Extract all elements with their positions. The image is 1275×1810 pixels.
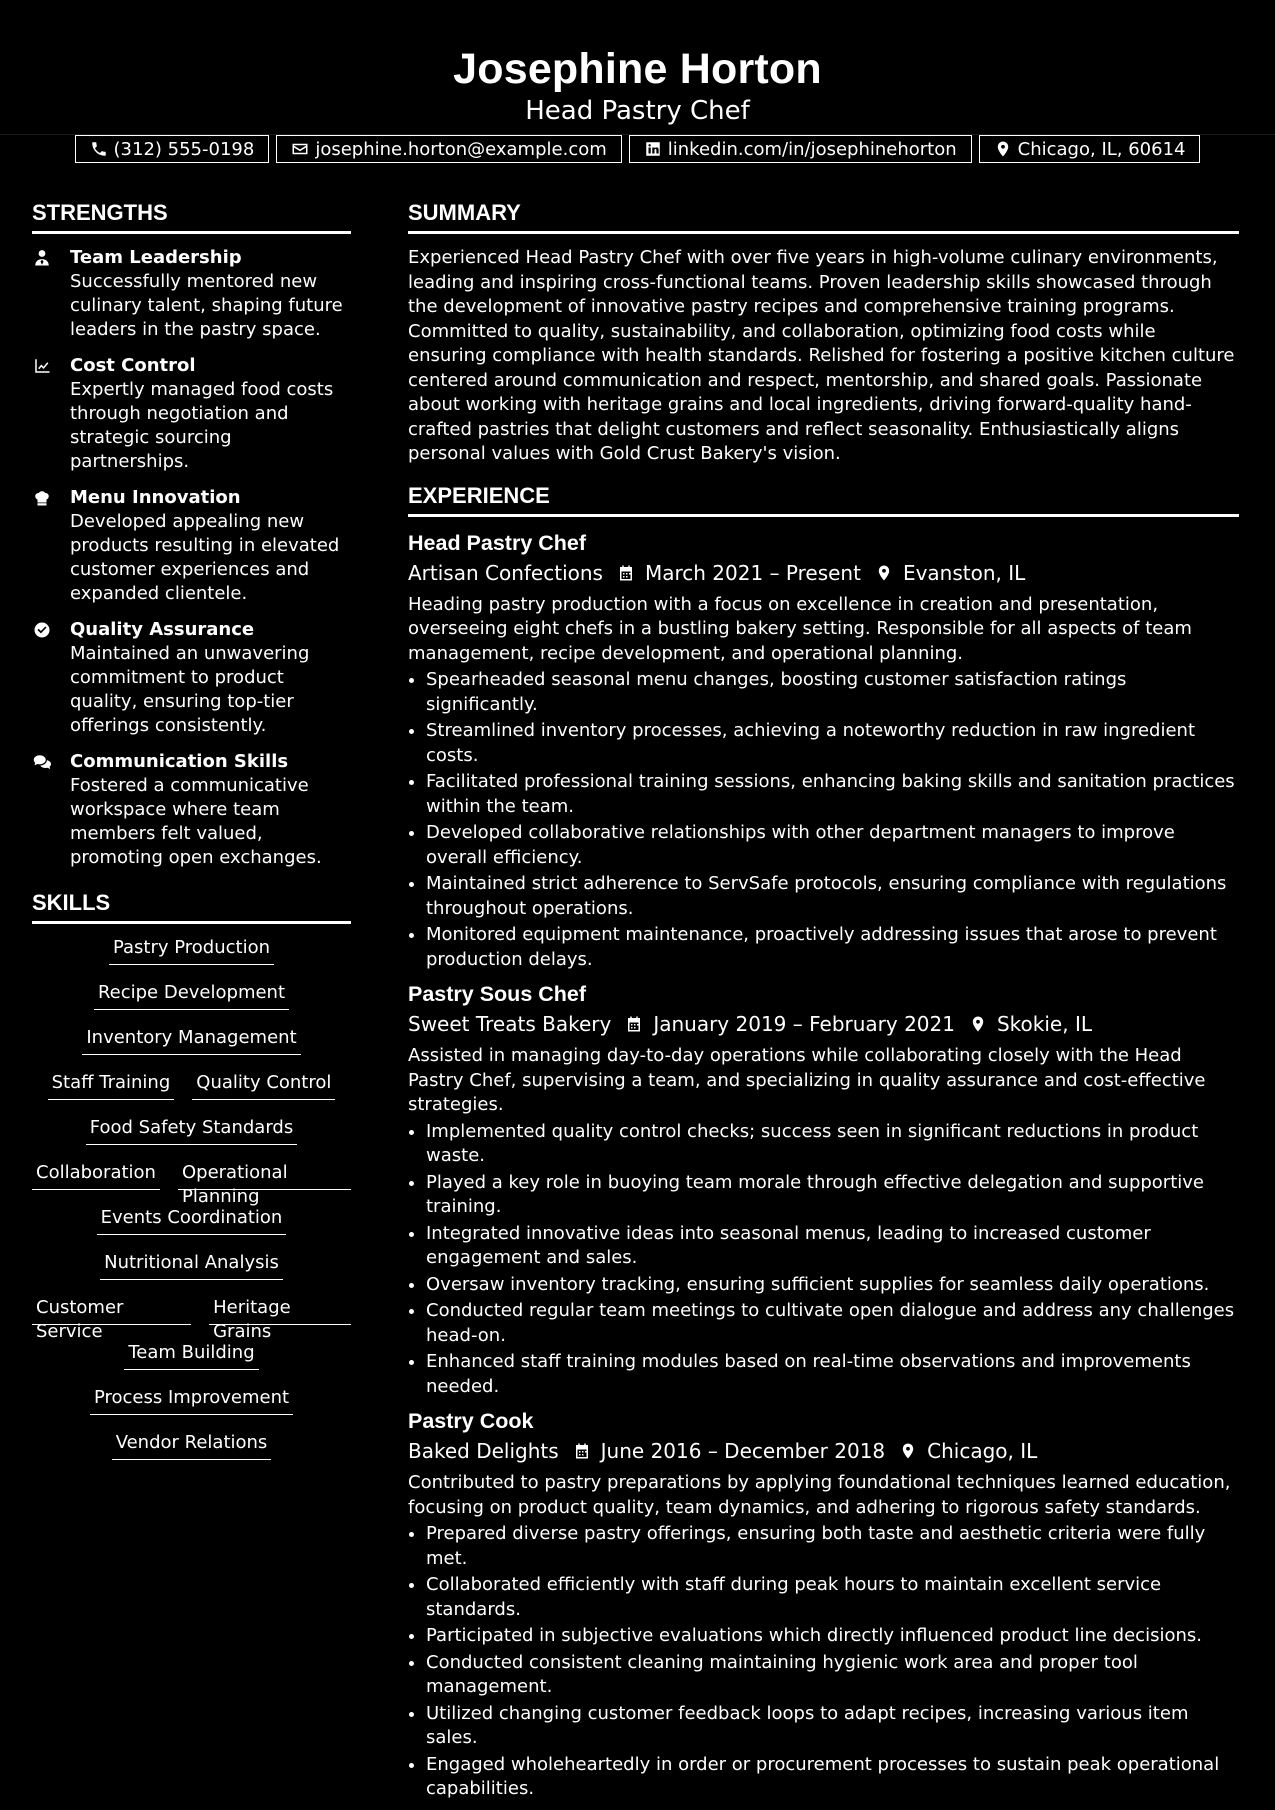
strength-desc: Fostered a communicative workspace where team members felt valued, promoting open exchanges.	[70, 775, 322, 868]
experience-entry	[408, 529, 1239, 973]
job-description: Heading pastry production with a focus on excellence in creation and presentation, overseeing eight chefs in a bustling bakery setting. Responsible for all aspects of team management, recipe development, and operational planning.	[408, 593, 1192, 664]
skill-tag: Heritage Grains	[209, 1296, 351, 1325]
strength-title: Menu Innovation	[70, 487, 241, 508]
calendar-icon	[573, 1441, 591, 1461]
skill-tag: Process Improvement	[90, 1386, 293, 1415]
skill-tag: Vendor Relations	[112, 1431, 272, 1460]
job-bullet: • Streamlined inventory processes, achieving a noteworthy reduction in raw ingredient costs.	[426, 719, 1239, 768]
job-meta	[408, 1437, 1239, 1465]
job-bullet: • Engaged wholeheartedly in order or procurement processes to sustain peak operational capabilities.	[426, 1753, 1239, 1802]
chef-hat-icon	[32, 489, 52, 507]
contact-bar	[0, 135, 1275, 163]
skill-tag: Recipe Development	[94, 981, 289, 1010]
user-tie-icon	[32, 249, 52, 267]
experience-heading: EXPERIENCE	[408, 483, 1239, 517]
job-bullet: • Maintained strict adherence to ServSafe protocols, ensuring compliance with regulations throughout operations.	[426, 872, 1239, 921]
skill-tag: Quality Control	[192, 1071, 335, 1100]
job-bullet: • Developed collaborative relationships with other department managers to improve overall efficiency.	[426, 821, 1239, 870]
job-company: Artisan Confections	[408, 560, 603, 585]
job-bullet: • Utilized changing customer feedback loops to adapt recipes, increasing various item sales.	[426, 1702, 1239, 1751]
job-title: Pastry Cook	[408, 1409, 534, 1433]
map-pin-icon	[875, 563, 893, 583]
skill-tag: Pastry Production	[109, 936, 274, 965]
skill-tag: Nutritional Analysis	[100, 1251, 283, 1280]
job-bullet: • Prepared diverse pastry offerings, ensuring both taste and aesthetic criteria were fully met.	[426, 1522, 1239, 1571]
skill-tag: Staff Training	[48, 1071, 175, 1100]
job-meta	[408, 1010, 1239, 1038]
strength-item	[32, 750, 351, 870]
strength-title: Cost Control	[70, 355, 196, 376]
job-bullet: • Implemented quality control checks; success seen in significant reductions in product waste.	[426, 1120, 1239, 1169]
check-circle-icon	[32, 621, 52, 639]
contact-location[interactable]	[979, 135, 1201, 163]
candidate-title: Head Pastry Chef	[525, 96, 750, 126]
job-bullet: • Integrated innovative ideas into seasonal menus, leading to increased customer engagement and sales.	[426, 1222, 1239, 1271]
skills-heading: SKILLS	[32, 890, 351, 924]
job-bullet: • Spearheaded seasonal menu changes, boosting customer satisfaction ratings significantly.	[426, 668, 1239, 717]
strength-title: Team Leadership	[70, 247, 242, 268]
job-bullet: • Oversaw inventory tracking, ensuring sufficient supplies for seamless daily operations.	[426, 1273, 1239, 1298]
job-bullet: • Played a key role in buoying team morale through effective delegation and supportive training.	[426, 1171, 1239, 1220]
map-pin-icon	[969, 1014, 987, 1034]
calendar-icon	[617, 563, 635, 583]
strengths-heading: STRENGTHS	[32, 200, 351, 234]
summary-heading: SUMMARY	[408, 200, 1239, 234]
skill-tag: Events Coordination	[97, 1206, 287, 1235]
strength-title: Quality Assurance	[70, 619, 255, 640]
strength-item	[32, 618, 351, 738]
contact-linkedin[interactable]	[629, 135, 972, 163]
right-column	[408, 200, 1239, 1810]
contact-email[interactable]	[276, 135, 621, 163]
contact-phone[interactable]	[75, 135, 270, 163]
job-location: Evanston, IL	[902, 560, 1026, 585]
job-description: Assisted in managing day-to-day operations while collaborating closely with the Head Pastry Chef, supervising a team, and specializing in quality assurance and cost-effective strategies.	[408, 1045, 1206, 1115]
job-title: Pastry Sous Chef	[408, 982, 587, 1006]
experience-entry	[408, 980, 1239, 1399]
job-company: Sweet Treats Bakery	[408, 1012, 612, 1036]
job-bullet: • Conducted consistent cleaning maintaining hygienic work area and proper tool management.	[426, 1651, 1239, 1700]
strength-item	[32, 486, 351, 606]
job-bullet: • Monitored equipment maintenance, proactively addressing issues that arose to prevent production delays.	[426, 923, 1239, 972]
strength-desc: Expertly managed food costs through negotiation and strategic sourcing partnerships.	[70, 379, 334, 472]
candidate-name: Josephine Horton	[453, 45, 822, 93]
map-pin-icon	[994, 140, 1012, 158]
skill-tag: Food Safety Standards	[86, 1116, 297, 1145]
job-bullets	[408, 668, 1239, 972]
contact-phone-text: (312) 555-0198	[113, 138, 255, 160]
chart-line-icon	[32, 357, 52, 375]
job-bullet: • Participated in subjective evaluations which directly influenced product line decisions.	[426, 1624, 1239, 1649]
job-location: Chicago, IL	[927, 1439, 1038, 1463]
skill-tag: Collaboration	[32, 1161, 160, 1190]
phone-icon	[90, 140, 108, 158]
experience-entry	[408, 1407, 1239, 1802]
job-dates: June 2016 – December 2018	[600, 1439, 886, 1463]
job-dates: January 2019 – February 2021	[653, 1012, 955, 1036]
job-bullets	[408, 1120, 1239, 1400]
job-company: Baked Delights	[408, 1439, 559, 1463]
summary-text: Experienced Head Pastry Chef with over five years in high-volume culinary environments, leading and inspiring cross-functional teams. Proven leadership skills showcased through the development of innovative pastry recipes and comprehensive training programs. Committed to quality, sustainability, and collaboration, optimizing food costs while ensuring compliance with health standards. Relished for fostering a positive kitchen culture centered around communication and respect, mentorship, and shared goals. Passionate about working with heritage grains and local ingredients, driving forward-quality hand-crafted pastries that delight customers and reflect seasonality. Enthusiastically aligns personal values with Gold Crust Bakery's vision.	[408, 247, 1235, 464]
calendar-icon	[625, 1014, 643, 1034]
skill-tag: Team Building	[124, 1341, 258, 1370]
job-bullet: • Facilitated professional training sessions, enhancing baking skills and sanitation practices within the team.	[426, 770, 1239, 819]
skills-list	[32, 936, 351, 1476]
skill-tag: Customer Service	[32, 1296, 191, 1325]
contact-email-text: josephine.horton@example.com	[315, 138, 607, 160]
strength-item	[32, 246, 351, 342]
envelope-icon	[291, 140, 309, 158]
contact-linkedin-text: linkedin.com/in/josephinehorton	[667, 138, 957, 160]
contact-location-text: Chicago, IL, 60614	[1017, 138, 1186, 160]
job-bullets	[408, 1522, 1239, 1802]
job-meta	[408, 559, 1239, 587]
job-location: Skokie, IL	[996, 1012, 1092, 1036]
resume-header	[0, 0, 1275, 160]
job-bullet: • Conducted regular team meetings to cultivate open dialogue and address any challenges head-on.	[426, 1299, 1239, 1348]
left-column	[32, 200, 351, 1476]
job-bullet: • Collaborated efficiently with staff during peak hours to maintain excellent service standards.	[426, 1573, 1239, 1622]
job-description: Contributed to pastry preparations by applying foundational techniques learned education, focusing on product quality, team dynamics, and adhering to rigorous safety standards.	[408, 1472, 1231, 1518]
strength-desc: Successfully mentored new culinary talent, shaping future leaders in the pastry space.	[70, 271, 343, 340]
strength-title: Communication Skills	[70, 751, 289, 772]
strength-item	[32, 354, 351, 474]
skill-tag: Inventory Management	[82, 1026, 300, 1055]
job-bullet: • Enhanced staff training modules based on real-time observations and improvements needed.	[426, 1350, 1239, 1399]
job-dates: March 2021 – Present	[644, 560, 861, 585]
job-title: Head Pastry Chef	[408, 530, 587, 555]
comments-icon	[32, 753, 52, 771]
strength-desc: Developed appealing new products resulting in elevated customer experiences and expanded clientele.	[70, 511, 340, 604]
linkedin-icon	[644, 140, 662, 158]
map-pin-icon	[899, 1441, 917, 1461]
skill-tag: Operational Planning	[178, 1161, 351, 1190]
strength-desc: Maintained an unwavering commitment to product quality, ensuring top-tier offerings consistently.	[70, 643, 310, 736]
